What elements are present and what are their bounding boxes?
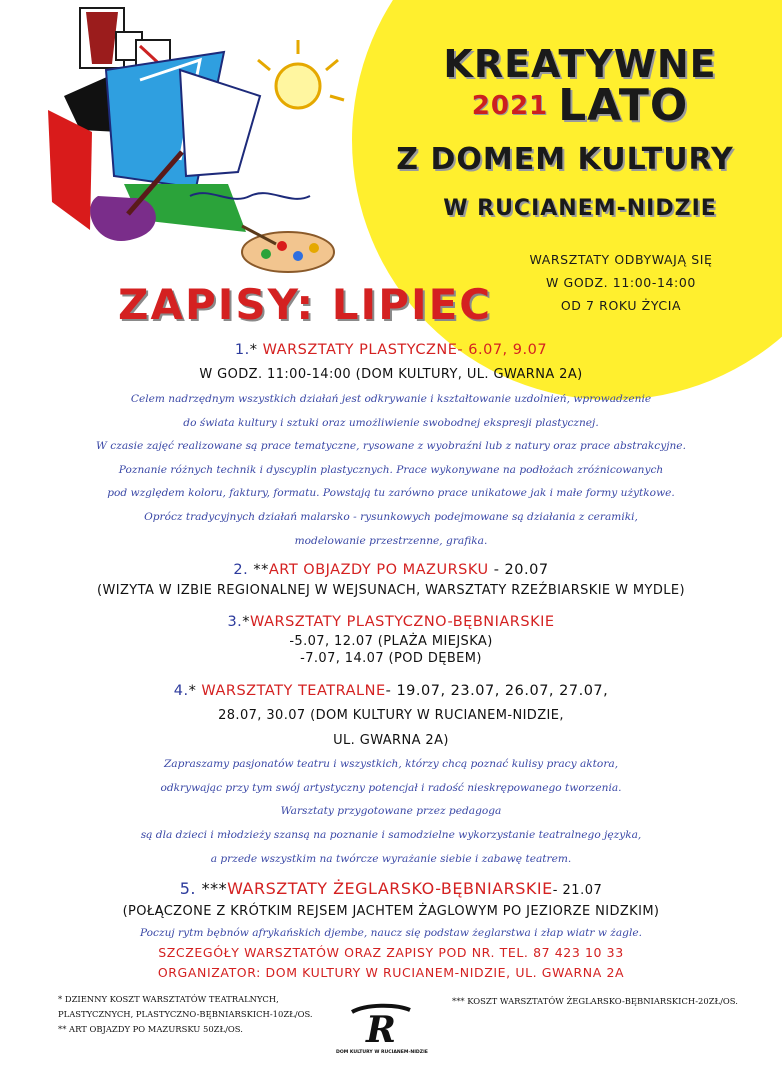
logo-caption: DOM KULTURY W RUCIANEM-NIDZIE <box>336 1050 428 1055</box>
workshop-2 <box>20 559 762 601</box>
r-logo-icon <box>346 1002 416 1046</box>
description-line: są dla dzieci i młodzieży szansą na poznanie i samodzielne wykorzystanie teatralnego języka, <box>140 828 642 841</box>
cost-marker: ** <box>253 562 269 579</box>
workshop-address: UL. GWARNA 2A) <box>333 733 449 749</box>
workshop-dates: -7.07, 14.07 (POD DĘBEM) <box>300 651 482 667</box>
hours-info <box>490 248 752 317</box>
title-lato-text: LATO <box>558 80 689 131</box>
sailing-cost-footnote: *** KOSZT WARSZTATÓW ŻEGLARSKO-BĘBNIARSKICH-20ZŁ/OS. <box>452 996 738 1006</box>
workshop-number: 2. <box>233 562 249 579</box>
workshop-number: 5. <box>179 879 196 899</box>
workshop-5 <box>20 877 762 943</box>
workshop-number: 3. <box>227 614 243 631</box>
description-line: a przede wszystkim na twórcze wyrażanie siebie i zabawę teatrem. <box>210 852 572 865</box>
summer-art-illustration <box>20 0 360 280</box>
description-line: odkrywając przy tym swój artystyczny potencjał i radość nieskrępowanego tworzenia. <box>160 781 622 794</box>
hours-line: WARSZTATY ODBYWAJĄ SIĘ <box>529 252 713 267</box>
title-lato <box>420 80 740 131</box>
description-line: Zapraszamy pasjonatów teatru i wszystkich, którzy chcą poznać kulisy pracy aktora, <box>163 758 619 771</box>
title-dom-kultury: Z DOMEM KULTURY <box>396 142 734 177</box>
title-location: W RUCIANEM-NIDZIE <box>443 196 717 221</box>
workshop-3 <box>20 611 762 667</box>
signup-title: ZAPISY: LIPIEC <box>118 280 493 329</box>
workshop-title: WARSZTATY PLASTYCZNO-BĘBNIARSKIE <box>250 614 555 631</box>
palette-icon <box>242 226 334 272</box>
workshop-dates: - 20.07 <box>488 562 549 579</box>
hours-line: OD 7 ROKU ŻYCIA <box>560 298 682 313</box>
description-line: pod względem koloru, faktury, formatu. Powstają tu zarówno prace unikatowe jak i małe formy użytkowe. <box>107 487 675 500</box>
workshop-title: WARSZTATY TEATRALNE <box>201 683 386 700</box>
cost-marker: * <box>188 683 197 700</box>
description-line: Celem nadrzędnym wszystkich działań jest odkrywanie i kształtowanie uzdolnień, wprowadzenie <box>130 393 652 405</box>
footnote-line: PLASTYCZNYCH, PLASTYCZNO-BĘBNIARSKICH-10ZŁ/OS. <box>58 1009 313 1019</box>
workshop-number: 4. <box>173 683 189 700</box>
workshop-description <box>20 753 762 871</box>
year-label: 2021 <box>471 91 549 121</box>
description-line: W czasie zajęć realizowane są prace tematyczne, rysowane z wyobraźni lub z natury oraz prace abstrakcyjne. <box>96 440 686 453</box>
workshop-description <box>20 388 762 553</box>
contact-details: SZCZEGÓŁY WARSZTATÓW ORAZ ZAPISY POD NR. TEL. 87 423 10 33 <box>158 945 624 960</box>
workshop-dates: - 6.07, 9.07 <box>457 342 548 358</box>
description-line: modelowanie przestrzenne, grafika. <box>294 534 488 547</box>
workshop-list <box>20 338 762 943</box>
workshop-title: WARSZTATY PLASTYCZNE <box>262 342 458 358</box>
logo-letter: R <box>366 1009 396 1046</box>
workshop-number: 1. <box>234 342 250 358</box>
footnote-line: * DZIENNY KOSZT WARSZTATÓW TEATRALNYCH, <box>58 994 279 1004</box>
footnote-line: ** ART OBJAZDY PO MAZURSKU 50ZŁ/OS. <box>58 1024 243 1034</box>
description-line: Oprócz tradycyjnych działań malarsko - rysunkowych podejmowane są działania z ceramiki, <box>144 510 638 523</box>
cost-marker: *** <box>201 879 228 899</box>
hours-line: W GODZ. 11:00-14:00 <box>546 275 696 290</box>
workshop-title: ART OBJAZDY PO MAZURSKU <box>268 562 489 579</box>
cost-marker: * <box>242 614 251 631</box>
description-line: do świata kultury i sztuki oraz umożliwienie swobodnej ekspresji plastycznej. <box>183 416 599 429</box>
sun-hand-icon <box>258 40 344 108</box>
purple-guitar-icon <box>90 196 156 241</box>
workshop-dates: - 19.07, 23.07, 26.07, 27.07, <box>385 683 609 700</box>
workshop-description: Poczuj rytm bębnów afrykańskich djembe, naucz się podstaw żeglarstwa i złap wiatr w żagle. <box>139 927 642 940</box>
cost-footnotes <box>58 992 338 1037</box>
workshop-title: WARSZTATY ŻEGLARSKO-BĘBNIARSKIE <box>227 879 553 899</box>
workshop-details: (WIZYTA W IZBIE REGIONALNEJ W WEJSUNACH, WARSZTATY RZEŹBIARSKIE W MYDLE) <box>97 583 685 599</box>
white-sail-icon <box>180 70 260 176</box>
organizer-name: ORGANIZATOR: DOM KULTURY W RUCIANEM-NIDZIE, UL. GWARNA 2A <box>157 965 625 980</box>
cost-marker: * <box>249 342 258 358</box>
description-line: Warsztaty przygotowane przez pedagoga <box>280 805 502 818</box>
title-kreatywne: KREATYWNE <box>443 42 717 86</box>
dom-kultury-logo <box>336 1002 426 1055</box>
workshop-dates: - 21.07 <box>552 883 603 899</box>
organizer-info <box>20 943 762 983</box>
workshop-1 <box>20 338 762 553</box>
workshop-dates: -5.07, 12.07 (PLAŻA MIEJSKA) <box>289 634 493 650</box>
workshop-details: (POŁĄCZONE Z KRÓTKIM REJSEM JACHTEM ŻAGLOWYM PO JEZIORZE NIDZKIM) <box>122 904 660 920</box>
workshop-place: W GODZ. 11:00-14:00 (DOM KULTURY, UL. GWARNA 2A) <box>199 367 583 382</box>
description-line: Poznanie różnych technik i dyscyplin plastycznych. Prace wykonywane na podłożach zróżnicowanych <box>118 463 664 476</box>
workshop-4 <box>20 679 762 871</box>
workshop-dates-place: 28.07, 30.07 (DOM KULTURY W RUCIANEM-NIDZIE, <box>218 708 564 724</box>
